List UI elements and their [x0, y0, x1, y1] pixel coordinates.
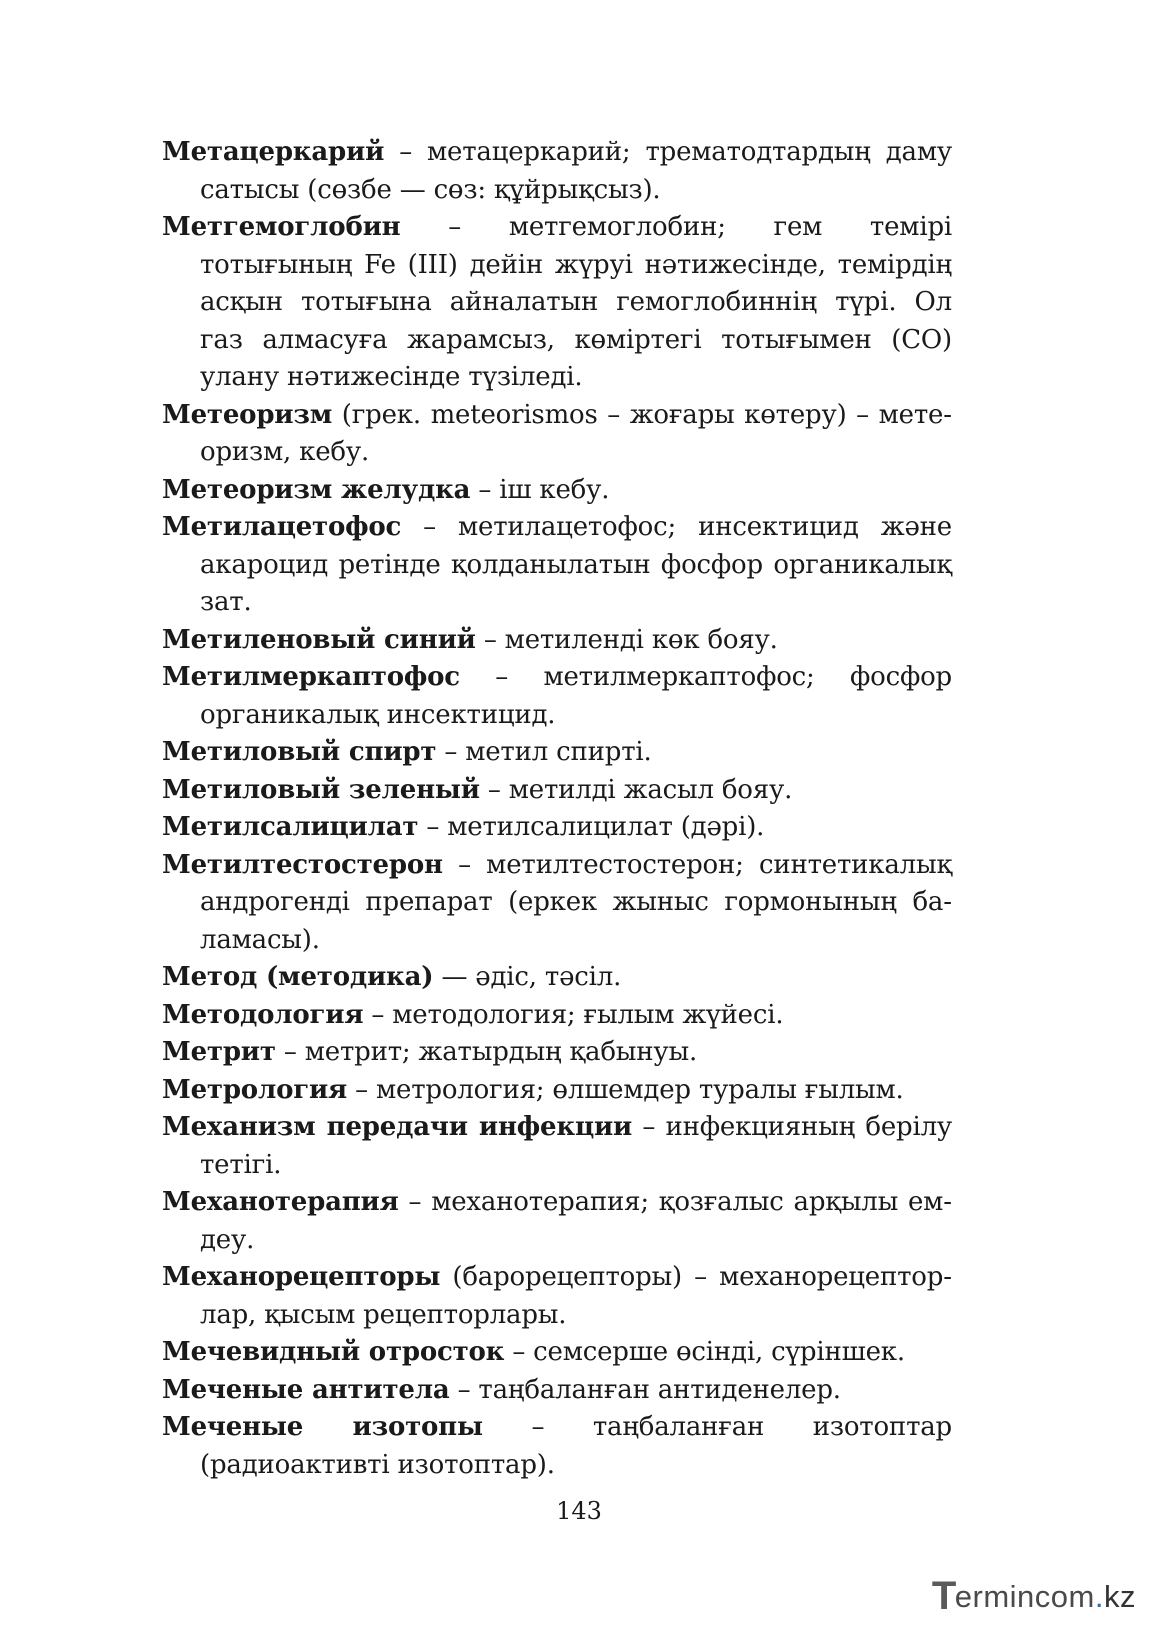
dictionary-entry [162, 959, 952, 997]
dictionary-entry [162, 1072, 952, 1110]
entry-term: Механотерапия [162, 1187, 399, 1217]
dictionary-entry [162, 1109, 952, 1184]
entry-term: Метрит [162, 1037, 276, 1067]
dictionary-entry [162, 1409, 952, 1484]
dictionary-entry [162, 134, 952, 209]
entry-definition: – метацеркарий; трематодтардың даму сатысы (сөзбе — сөз: құйрықсыз). [200, 137, 952, 205]
entry-term: Метилацетофос [162, 512, 402, 542]
entry-definition: (барорецепторы) – механорецепторлар, қысым рецепторлары. [200, 1262, 952, 1330]
dictionary-entry [162, 809, 952, 847]
dictionary-entry [162, 1334, 952, 1372]
entry-term: Метилтестостерон [162, 849, 443, 880]
watermark-middle: erminc [954, 1578, 1051, 1614]
dictionary-entry [162, 997, 952, 1035]
entry-term: Методология [162, 999, 364, 1030]
dictionary-entry [162, 209, 952, 397]
dictionary-entry [162, 472, 952, 510]
dictionary-entry [162, 734, 952, 772]
watermark-logo [932, 1574, 1136, 1619]
entry-term: Метеоризм желудка [162, 474, 471, 505]
entry-definition: – метил спирті. [436, 737, 652, 767]
entry-definition: — әдіс, тәсіл. [433, 962, 622, 992]
entry-term: Метацеркарий [162, 137, 385, 167]
dictionary-entry [162, 509, 952, 622]
dictionary-entry [162, 1259, 952, 1334]
page-number: 143 [556, 1497, 602, 1525]
entry-term: Метгемоглобин [162, 212, 401, 242]
watermark-rest: m [1068, 1578, 1095, 1614]
entry-definition: – метилтестостерон; синтетикалық андрогенді препарат (еркек жыныс гормонының баламасы). [200, 849, 952, 955]
entry-definition: – таңбаланған изотоптар (радиоактивті изотоптар). [200, 1412, 952, 1480]
dictionary-entry [162, 1184, 952, 1259]
dictionary-entry [162, 1034, 952, 1072]
entry-term: Метилмеркаптофос [162, 662, 460, 692]
entry-term: Метиленовый синий [162, 624, 476, 655]
entry-definition: – метилсалицилат (дәрі). [418, 812, 765, 842]
dictionary-entry [162, 847, 952, 960]
entry-definition: (грек. meteorismos – жоғары көтеру) – метеоризм, кебу. [200, 399, 952, 467]
entry-term: Механорецепторы [162, 1262, 441, 1292]
entry-definition: – семсерше өсінді, сүріншек. [504, 1337, 905, 1367]
dictionary-entry [162, 397, 952, 472]
entry-definition: – инфекцияның берілу тетігі. [200, 1112, 952, 1180]
entry-definition: – метрология; өлшемдер туралы ғылым. [347, 1074, 904, 1105]
dictionary-entry [162, 772, 952, 810]
entry-list [162, 134, 952, 1484]
entry-term: Меченые антитела [162, 1374, 450, 1405]
entry-definition: – метгемоглобин; гем темірі тотығының Fe (III) дейін жүруі нәтижесінде, темірдің асқын тотығына айналатын гемоглобиннің түрі. Ол газ алмасуға жарамсыз, көміртегі тотығымен (СО) улану нәтижесінде түзіледі. [200, 212, 952, 392]
entry-term: Метод (методика) [162, 962, 434, 992]
entry-term: Метрология [162, 1074, 348, 1105]
watermark-tld: kz [1104, 1578, 1136, 1614]
entry-definition: – іш кебу. [470, 474, 610, 505]
watermark-dot: . [1094, 1578, 1104, 1614]
dictionary-entry [162, 659, 952, 734]
entry-term: Механизм передачи инфекции [162, 1112, 633, 1142]
entry-definition: – методология; ғылым жүйесі. [363, 999, 784, 1030]
entry-definition: – метилацетофос; инсектицид және акароцид ретінде қолданылатын фосфор органикалық зат. [200, 512, 952, 617]
watermark-first: T [931, 1574, 957, 1618]
entry-definition: – метиленді көк бояу. [475, 624, 778, 655]
entry-term: Метеоризм [162, 399, 333, 430]
entry-term: Метиловый зеленый [162, 774, 480, 805]
entry-definition: – таңбаланған антиденелер. [449, 1374, 841, 1405]
entry-definition: – метилді жасыл бояу. [479, 774, 793, 805]
entry-definition: – метилмеркаптофос; фосфор органикалық инсектицид. [200, 662, 952, 730]
entry-definition: – метрит; жатырдың қабынуы. [275, 1037, 698, 1067]
entry-term: Мечевидный отросток [162, 1337, 505, 1367]
watermark-o: o [1050, 1578, 1069, 1614]
dictionary-entry [162, 622, 952, 660]
entry-term: Метиловый спирт [162, 737, 437, 767]
dictionary-page [162, 134, 952, 1484]
entry-term: Метилсалицилат [162, 812, 419, 842]
dictionary-entry [162, 1372, 952, 1410]
entry-term: Меченые изотопы [162, 1412, 483, 1442]
entry-definition: – механотерапия; қозғалыс арқылы емдеу. [200, 1187, 952, 1255]
